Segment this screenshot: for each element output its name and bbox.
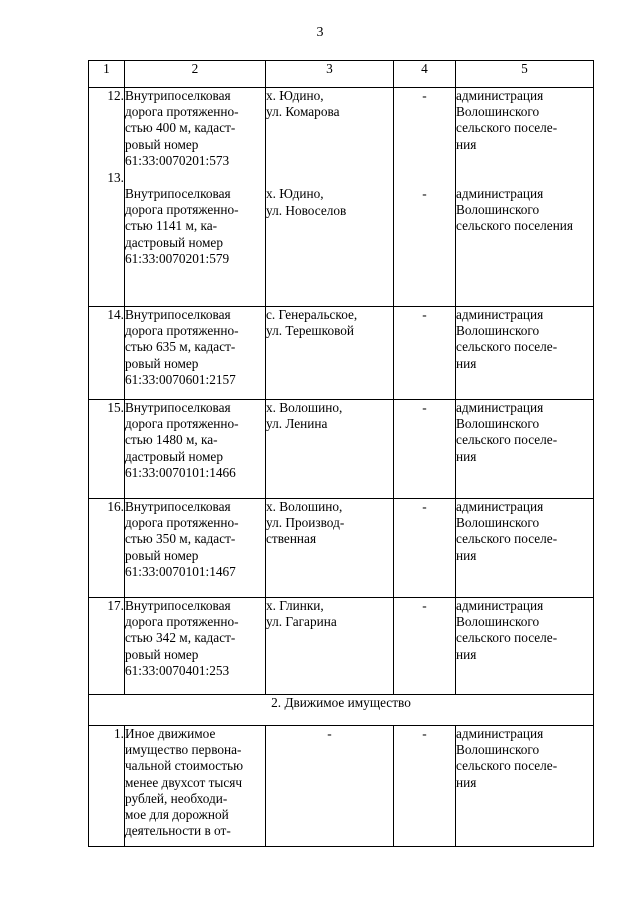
name-line: стью 400 м, кадаст- <box>125 120 236 136</box>
name-line: 61:33:0070201:579 <box>125 250 230 266</box>
row-number: 16. <box>89 499 125 598</box>
owner-line: сельского поселе- <box>456 120 558 136</box>
name-line: рублей, необходи- <box>125 790 228 806</box>
row-number: 12. <box>107 88 124 103</box>
name-cell <box>125 726 266 847</box>
owner-line: Волошинского <box>456 416 540 432</box>
owner-line: Волошинского <box>456 202 540 218</box>
name-line: 61:33:0070401:253 <box>125 662 230 678</box>
col3-value: - <box>266 726 394 847</box>
owner-line: ния <box>456 355 477 371</box>
address-line: ул. Терешковой <box>266 323 355 339</box>
row-number: 15. <box>89 400 125 499</box>
owner-line: Волошинского <box>456 614 540 630</box>
owner-line: ния <box>456 547 477 563</box>
name-line: Внутрипоселковая <box>125 186 231 202</box>
owner-line: сельского поселе- <box>456 758 558 774</box>
address-line: х. Волошино, <box>266 499 343 514</box>
header-col-5: 5 <box>456 61 594 88</box>
address-cell <box>266 88 394 307</box>
header-col-4: 4 <box>394 61 456 88</box>
owner-cell <box>456 307 594 400</box>
name-line: дорога протяженно- <box>125 323 239 339</box>
owner-line: администрация <box>456 185 544 201</box>
owner-line: Волошинского <box>456 515 540 531</box>
name-line: стью 1480 м, ка- <box>125 432 218 448</box>
owner-line: администрация <box>456 400 544 415</box>
page-number: 3 <box>316 25 324 40</box>
owner-line: администрация <box>456 726 544 741</box>
col4-value: - <box>422 88 427 103</box>
name-line: Иное движимое <box>125 726 216 741</box>
col4-value: - <box>394 400 456 499</box>
name-line: дастровый номер <box>125 448 223 464</box>
owner-line: Волошинского <box>456 104 540 120</box>
table-row <box>89 400 594 499</box>
owner-line: Волошинского <box>456 742 540 758</box>
name-cell <box>125 307 266 400</box>
name-line: чальной стоимостью <box>125 758 244 774</box>
name-line: мое для дорожной <box>125 807 229 823</box>
owner-line: сельского поселе- <box>456 432 558 448</box>
row-number: 13. <box>107 170 124 186</box>
col4-value: - <box>394 499 456 598</box>
header-col-1: 1 <box>89 61 125 88</box>
name-line: Внутрипоселковая <box>125 499 231 514</box>
owner-line: ния <box>456 136 477 152</box>
address-line: х. Юдино, <box>266 186 324 202</box>
name-line: 61:33:0070601:2157 <box>125 371 236 387</box>
owner-cell <box>456 400 594 499</box>
table-row <box>89 499 594 598</box>
address-line: х. Волошино, <box>266 400 343 415</box>
row-number: 17. <box>89 598 125 695</box>
address-line: ул. Комарова <box>266 104 340 120</box>
name-line: ровый номер <box>125 646 199 662</box>
address-line: ственная <box>266 531 317 547</box>
name-line: дорога протяженно- <box>125 515 239 531</box>
name-line: стью 635 м, кадаст- <box>125 339 236 355</box>
address-line: ул. Гагарина <box>266 614 337 630</box>
name-line: стью 1141 м, ка- <box>125 218 218 234</box>
owner-line: сельского поселе- <box>456 531 558 547</box>
col4-value: - <box>394 726 456 847</box>
owner-line: администрация <box>456 88 544 103</box>
address-line: ул. Производ- <box>266 515 345 531</box>
name-line: дорога протяженно- <box>125 416 239 432</box>
owner-line: ния <box>456 448 477 464</box>
owner-line: администрация <box>456 307 544 322</box>
name-line: 61:33:0070101:1467 <box>125 563 236 579</box>
table-header-row <box>89 61 594 88</box>
name-cell <box>125 598 266 695</box>
name-line: Внутрипоселковая <box>125 88 231 103</box>
name-line: деятельности в от- <box>125 823 231 839</box>
address-line: ул. Ленина <box>266 416 328 432</box>
name-line: стью 350 м, кадаст- <box>125 531 236 547</box>
address-line: х. Глинки, <box>266 598 324 613</box>
name-line: менее двухсот тысяч <box>125 774 243 790</box>
owner-line: Волошинского <box>456 323 540 339</box>
owner-line: сельского поселе- <box>456 339 558 355</box>
owner-cell <box>456 499 594 598</box>
address-line: ул. Новоселов <box>266 202 347 218</box>
col4-value: - <box>394 598 456 695</box>
section-row <box>89 695 594 726</box>
owner-line: сельского поселения <box>456 218 574 234</box>
name-line: имущество первона- <box>125 742 242 758</box>
name-line: ровый номер <box>125 355 199 371</box>
owner-line: сельского поселе- <box>456 630 558 646</box>
name-cell <box>125 88 266 307</box>
name-line: Внутрипоселковая <box>125 400 231 415</box>
name-line: Внутрипоселковая <box>125 598 231 613</box>
name-line: дорога протяженно- <box>125 202 239 218</box>
name-cell <box>125 400 266 499</box>
name-line: ровый номер <box>125 547 199 563</box>
header-col-2: 2 <box>125 61 266 88</box>
name-line: 61:33:0070201:573 <box>125 152 230 168</box>
owner-line: ния <box>456 774 477 790</box>
table-row-group-12-13 <box>89 88 594 307</box>
address-cell <box>266 307 394 400</box>
table-row <box>89 726 594 847</box>
name-line: Внутрипоселковая <box>125 307 231 322</box>
col4-cell <box>394 88 456 307</box>
name-line: дастровый номер <box>125 234 223 250</box>
col4-value: - <box>394 307 456 400</box>
owner-cell <box>456 88 594 307</box>
owner-line: ния <box>456 646 477 662</box>
section-title: 2. Движимое имущество <box>89 695 594 726</box>
table-row <box>89 598 594 695</box>
name-line: дорога протяженно- <box>125 614 239 630</box>
row-number-cell <box>89 88 125 307</box>
owner-line: администрация <box>456 598 544 613</box>
header-col-3: 3 <box>266 61 394 88</box>
table-row <box>89 307 594 400</box>
name-line: дорога протяженно- <box>125 104 239 120</box>
row-number: 1. <box>89 726 125 847</box>
row-number: 14. <box>89 307 125 400</box>
col4-value: - <box>422 186 427 202</box>
address-line: х. Юдино, <box>266 88 324 103</box>
owner-cell <box>456 598 594 695</box>
name-line: стью 342 м, кадаст- <box>125 630 236 646</box>
name-line: ровый номер <box>125 136 199 152</box>
address-cell <box>266 499 394 598</box>
address-cell <box>266 400 394 499</box>
name-cell <box>125 499 266 598</box>
address-cell <box>266 598 394 695</box>
owner-cell <box>456 726 594 847</box>
property-table <box>88 60 594 847</box>
owner-line: администрация <box>456 499 544 514</box>
name-line: 61:33:0070101:1466 <box>125 464 236 480</box>
address-line: с. Генеральское, <box>266 307 358 322</box>
